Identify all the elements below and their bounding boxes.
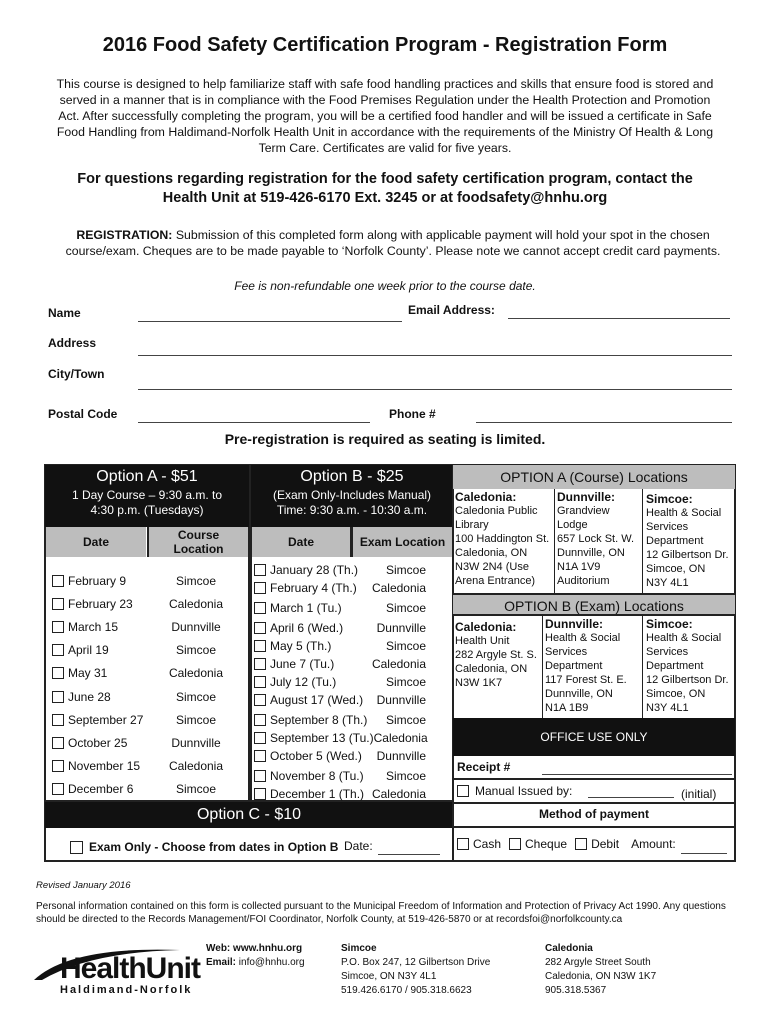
- location-line: N1A 1V9: [557, 561, 601, 573]
- cheque-checkbox[interactable]: [509, 838, 521, 850]
- option-b-date: April 6 (Wed.): [270, 621, 344, 635]
- option-b-date: February 4 (Th.): [270, 581, 357, 595]
- option-a-date-cell: [48, 736, 146, 750]
- loc-a-dunnville: [557, 490, 643, 588]
- loc-b-caledonia: [455, 620, 543, 690]
- city-field[interactable]: [138, 389, 732, 390]
- amount-label: Amount:: [631, 837, 676, 851]
- option-b-date-cell: [252, 657, 334, 671]
- option-b-checkbox[interactable]: [254, 602, 266, 614]
- manual-issued-label: Manual Issued by:: [475, 784, 573, 798]
- option-b-col-location: Exam Location: [353, 527, 452, 557]
- footer-caledonia-title: Caledonia: [545, 943, 593, 954]
- option-b-date-cell: [252, 731, 374, 745]
- option-b-date: November 8 (Tu.): [270, 769, 364, 783]
- option-a-col-location-2: Location: [173, 542, 224, 556]
- option-a-date: October 25: [68, 735, 128, 750]
- city-label: City/Town: [48, 367, 105, 381]
- option-a-checkbox[interactable]: [52, 783, 64, 795]
- option-a-row: [48, 731, 248, 754]
- option-a-col-location: [149, 527, 248, 557]
- health-unit-logo: [30, 940, 200, 1000]
- option-a-location: Caledonia: [168, 596, 224, 611]
- option-c-title: Option C - $10: [45, 802, 453, 828]
- loc-a-simcoe: [646, 492, 736, 590]
- option-a-date: September 27: [68, 712, 144, 727]
- option-a-date: February 23: [68, 596, 133, 611]
- footer-simcoe-title: Simcoe: [341, 943, 377, 954]
- registration-paragraph: [48, 227, 738, 259]
- option-b-date-cell: [252, 601, 342, 615]
- location-line: Department: [646, 535, 704, 547]
- location-line: Caledonia Public: [455, 505, 538, 517]
- option-a-location: Simcoe: [175, 782, 216, 797]
- location-line: N3W 2N4 (Use: [455, 561, 529, 573]
- option-a-checkbox[interactable]: [52, 598, 64, 610]
- option-a-date: May 31: [68, 666, 108, 681]
- postal-code-field[interactable]: [138, 422, 370, 423]
- option-a-date: March 15: [68, 619, 119, 634]
- logo-main-text: HealthUnit: [60, 952, 200, 985]
- option-b-desc-1: (Exam Only-Includes Manual): [272, 488, 432, 502]
- option-a-checkbox[interactable]: [52, 737, 64, 749]
- option-b-checkbox[interactable]: [254, 564, 266, 576]
- option-b-date-cell: [252, 787, 364, 801]
- location-line: 117 Forest St. E.: [545, 674, 627, 686]
- cheque-label: Cheque: [525, 837, 568, 851]
- location-line: Caledonia, ON: [455, 663, 528, 675]
- option-a-row: [48, 755, 248, 778]
- option-b-row: [252, 599, 452, 617]
- office-use-header: OFFICE USE ONLY: [453, 718, 735, 756]
- option-b-checkbox[interactable]: [254, 770, 266, 782]
- option-b-date-cell: [252, 639, 331, 653]
- location-town: Caledonia:: [455, 620, 517, 634]
- option-c-label: Exam Only - Choose from dates in Option B: [89, 840, 339, 854]
- option-a-date-cell: [48, 643, 146, 657]
- option-b-checkbox[interactable]: [254, 582, 266, 594]
- name-label: Name: [48, 306, 81, 320]
- option-b-row: [252, 691, 452, 709]
- option-b-date-cell: [252, 581, 357, 595]
- location-line: Arena Entrance): [455, 575, 536, 587]
- option-b-date-cell: [252, 693, 363, 707]
- phone-label: Phone #: [389, 407, 436, 421]
- location-line: Library: [455, 519, 489, 531]
- option-b-date: September 8 (Th.): [270, 713, 368, 727]
- option-b-location: Simcoe: [385, 769, 426, 783]
- option-a-date: November 15: [68, 759, 141, 774]
- loc-b-dunnville: [545, 617, 643, 715]
- option-b-location: Caledonia: [373, 731, 428, 745]
- phone-field[interactable]: [476, 422, 732, 423]
- email-field[interactable]: [508, 318, 730, 319]
- option-a-location: Simcoe: [175, 643, 216, 658]
- option-b-row: [252, 711, 452, 729]
- option-a-locations-title: OPTION A (Course) Locations: [453, 465, 735, 489]
- option-a-location: Dunnville: [171, 735, 221, 750]
- location-town: Dunnville:: [545, 617, 604, 631]
- location-line: N3Y 4L1: [646, 577, 689, 589]
- option-b-location: Simcoe: [385, 563, 426, 577]
- contact-line-1: For questions regarding registration for the food safety certification program, contact the: [77, 171, 693, 187]
- option-b-location: Caledonia: [371, 581, 426, 595]
- name-field[interactable]: [138, 321, 402, 322]
- option-a-checkbox[interactable]: [52, 575, 64, 587]
- footer-email-label: Email:: [206, 957, 237, 968]
- option-b-checkbox[interactable]: [254, 750, 266, 762]
- option-a-date-cell: [48, 759, 146, 773]
- location-line: N3W 1K7: [455, 677, 503, 689]
- option-b-header: [251, 465, 453, 527]
- option-b-row: [252, 673, 452, 691]
- footer-caledonia-line: 905.318.5367: [545, 985, 607, 996]
- location-line: Auditorium: [557, 575, 610, 587]
- option-c-date-label: Date:: [344, 839, 373, 853]
- location-line: Department: [545, 660, 603, 672]
- option-b-location: Simcoe: [385, 713, 426, 727]
- option-b-date: March 1 (Tu.): [270, 601, 342, 615]
- option-a-title: Option A - $51: [96, 468, 198, 485]
- footer-email: info@hnhu.org: [236, 957, 305, 968]
- option-b-location: Simcoe: [385, 601, 426, 615]
- option-b-row: [252, 561, 452, 579]
- footer-caledonia-line: Caledonia, ON N3W 1K7: [545, 971, 657, 982]
- office-divider-2: [453, 802, 735, 804]
- option-b-date-cell: [252, 769, 364, 783]
- option-a-date-cell: [48, 713, 146, 727]
- intro-paragraph: This course is designed to help familiarize staff with safe food handling practices and skills that ensure food is stored and served in a manner that is in compliance with the Food Premises Regulation under the Health Protection and Promotion Act. After successfully completing the program, you will be a certified food handler and will be issued a certificate in Safe Food Handling from Haldimand-Norfolk Health Unit in accordance with the requirements of the Ministry Of Health & Long Term Care. Certificates are valid for five years.: [56, 77, 714, 155]
- option-a-checkbox[interactable]: [52, 714, 64, 726]
- location-town: Caledonia:: [455, 490, 517, 504]
- location-line: Health & Social: [646, 632, 722, 644]
- option-c-checkbox[interactable]: [70, 841, 83, 854]
- registration-label: REGISTRATION:: [76, 228, 173, 242]
- option-a-location: Caledonia: [168, 666, 224, 681]
- option-b-locations-title: OPTION B (Exam) Locations: [453, 593, 735, 616]
- option-b-date: May 5 (Th.): [270, 639, 332, 653]
- option-b-row: [252, 637, 452, 655]
- option-b-checkbox[interactable]: [254, 676, 266, 688]
- location-line: N3Y 4L1: [646, 702, 689, 714]
- footer-web-contact: [206, 942, 305, 970]
- manual-issued-field[interactable]: [588, 797, 674, 798]
- option-b-checkbox[interactable]: [254, 788, 266, 800]
- location-line: Services: [646, 646, 689, 658]
- location-line: 282 Argyle St. S.: [455, 649, 537, 661]
- cash-label: Cash: [473, 837, 502, 851]
- location-line: 12 Gilbertson Dr.: [646, 549, 729, 561]
- option-b-divider: [350, 527, 353, 557]
- payment-options: [457, 837, 676, 851]
- location-line: 12 Gilbertson Dr.: [646, 674, 729, 686]
- location-line: 657 Lock St. W.: [557, 533, 635, 545]
- option-c-date-field[interactable]: [378, 854, 440, 855]
- location-line: Health Unit: [455, 635, 510, 647]
- option-a-desc-2: 4:30 p.m. (Tuesdays): [90, 503, 204, 517]
- email-label: Email Address:: [408, 303, 495, 317]
- option-a-row: [48, 685, 248, 708]
- option-a-location: Simcoe: [175, 712, 216, 727]
- option-b-location: Dunnville: [376, 693, 426, 707]
- option-b-date: June 7 (Tu.): [270, 657, 335, 671]
- option-b-location: Caledonia: [371, 657, 426, 671]
- option-a-desc-1: 1 Day Course – 9:30 a.m. to: [71, 488, 223, 502]
- option-a-row: [48, 615, 248, 638]
- receipt-label: Receipt #: [457, 760, 511, 774]
- option-a-date-cell: [48, 620, 146, 634]
- receipt-field[interactable]: [542, 774, 732, 775]
- location-town: Simcoe:: [646, 492, 693, 506]
- option-a-col-date: Date: [46, 527, 146, 557]
- option-b-date: January 28 (Th.): [270, 563, 359, 577]
- contact-info: [40, 170, 730, 208]
- amount-field[interactable]: [681, 853, 727, 854]
- option-b-location: Caledonia: [371, 787, 426, 801]
- location-line: Services: [545, 646, 588, 658]
- option-a-checkbox[interactable]: [52, 667, 64, 679]
- loc-b-simcoe: [646, 617, 736, 715]
- option-b-row: [252, 767, 452, 785]
- option-b-date-cell: [252, 713, 367, 727]
- option-b-date-cell: [252, 749, 362, 763]
- page-title: 2016 Food Safety Certification Program - Registration Form: [102, 34, 668, 56]
- option-b-row: [252, 579, 452, 597]
- footer-web: Web: www.hnhu.org: [206, 943, 303, 954]
- option-b-checkbox[interactable]: [254, 732, 266, 744]
- address-label: Address: [48, 336, 97, 350]
- location-line: Services: [646, 521, 689, 533]
- option-b-location: Dunnville: [376, 621, 426, 635]
- option-b-row: [252, 655, 452, 673]
- location-line: Department: [646, 660, 704, 672]
- option-a-location: Simcoe: [175, 573, 216, 588]
- option-b-date: October 5 (Wed.): [270, 749, 362, 763]
- option-a-location: Simcoe: [175, 689, 216, 704]
- footer-simcoe-line: Simcoe, ON N3Y 4L1: [341, 971, 437, 982]
- registration-text: Submission of this completed form along with applicable payment will hold your spot in the chosen course/exam. Cheques are to be made payable to ‘Norfolk County’. Please note we cannot accept credit card payments.: [65, 228, 721, 258]
- option-b-date: September 13 (Tu.): [270, 731, 374, 745]
- option-b-checkbox[interactable]: [254, 658, 266, 670]
- option-a-location: Caledonia: [168, 759, 224, 774]
- option-b-location: Simcoe: [385, 639, 426, 653]
- address-field[interactable]: [138, 355, 732, 356]
- office-divider-1: [453, 778, 735, 780]
- option-a-row: [48, 662, 248, 685]
- option-a-date-cell: [48, 782, 146, 796]
- option-b-row: [252, 747, 452, 765]
- option-b-date-cell: [252, 675, 336, 689]
- location-town: Dunnville:: [557, 490, 616, 504]
- option-b-location: Dunnville: [376, 749, 426, 763]
- option-b-checkbox[interactable]: [254, 694, 266, 706]
- option-a-checkbox[interactable]: [52, 691, 64, 703]
- privacy-notice: Personal information contained on this form is collected pursuant to the Municipal Freedom of Information and Protection of Privacy Act 1990. Any questions should be directed to the Records Management/FOI Coordinator, Norfolk County, at 519-426-5870 or at recordsfoi@norfolkcounty.ca: [36, 901, 726, 925]
- option-b-date-cell: [252, 621, 343, 635]
- option-a-col-location-1: Course: [177, 528, 220, 542]
- location-line: N1A 1B9: [545, 702, 589, 714]
- footer-caledonia-line: 282 Argyle Street South: [545, 957, 651, 968]
- option-b-checkbox[interactable]: [254, 714, 266, 726]
- location-line: Dunnville, ON: [557, 547, 625, 559]
- option-b-date: August 17 (Wed.): [270, 693, 364, 707]
- option-a-row: [48, 639, 248, 662]
- option-a-date: February 9: [68, 573, 127, 588]
- location-line: Simcoe, ON: [646, 688, 706, 700]
- option-a-date: December 6: [68, 782, 134, 797]
- option-a-checkbox[interactable]: [52, 644, 64, 656]
- debit-label: Debit: [591, 837, 620, 851]
- option-a-date: April 19: [68, 643, 109, 658]
- option-a-date: June 28: [68, 689, 111, 704]
- option-b-date: December 1 (Th.): [270, 787, 365, 801]
- footer-simcoe-line: 519.426.6170 / 905.318.6623: [341, 985, 472, 996]
- manual-row: [457, 784, 572, 798]
- method-of-payment-label: Method of payment: [539, 807, 649, 821]
- option-a-row: [48, 569, 248, 592]
- option-a-row: [48, 592, 248, 615]
- option-b-row: [252, 619, 452, 637]
- option-a-checkbox[interactable]: [52, 621, 64, 633]
- option-b-location: Simcoe: [385, 675, 426, 689]
- option-a-divider: [147, 527, 149, 557]
- option-b-checkbox[interactable]: [254, 640, 266, 652]
- location-town: Simcoe:: [646, 617, 693, 631]
- option-b-date-cell: [252, 563, 358, 577]
- footer-simcoe-line: P.O. Box 247, 12 Gilbertson Drive: [341, 957, 491, 968]
- option-a-date-cell: [48, 666, 146, 680]
- option-b-date: July 12 (Tu.): [270, 675, 337, 689]
- option-a-row: [48, 708, 248, 731]
- option-a-header: [45, 465, 249, 527]
- location-line: Simcoe, ON: [646, 563, 706, 575]
- loc-a-caledonia: [455, 490, 555, 588]
- revised-date: Revised January 2016: [36, 880, 131, 891]
- location-line: Dunnville, ON: [545, 688, 613, 700]
- option-b-row: [252, 729, 452, 747]
- initial-label: (initial): [681, 787, 717, 801]
- postal-code-label: Postal Code: [48, 407, 118, 421]
- location-line: Health & Social: [646, 507, 722, 519]
- option-a-date-cell: [48, 574, 146, 588]
- footer-simcoe: [341, 942, 490, 998]
- option-b-desc-2: Time: 9:30 a.m. - 10:30 a.m.: [276, 503, 428, 517]
- debit-checkbox[interactable]: [575, 838, 587, 850]
- footer-email-row: [206, 956, 305, 970]
- pre-registration-note: Pre-registration is required as seating is limited.: [224, 431, 546, 447]
- option-a-date-cell: [48, 597, 146, 611]
- fee-note: Fee is non-refundable one week prior to the course date.: [234, 279, 536, 293]
- location-line: Health & Social: [545, 632, 621, 644]
- office-divider-3: [453, 826, 735, 828]
- option-b-title: Option B - $25: [300, 468, 404, 485]
- option-c-row: [70, 840, 338, 854]
- option-a-location: Dunnville: [171, 619, 221, 634]
- location-line: Caledonia, ON: [455, 547, 528, 559]
- manual-issued-checkbox[interactable]: [457, 785, 469, 797]
- footer-caledonia: [545, 942, 656, 998]
- option-a-date-cell: [48, 690, 146, 704]
- location-line: Grandview: [557, 505, 610, 517]
- contact-line-2: Health Unit at 519-426-6170 Ext. 3245 or at foodsafety@hnhu.org: [162, 190, 608, 206]
- option-a-checkbox[interactable]: [52, 760, 64, 772]
- logo-sub-text: Haldimand-Norfolk: [60, 984, 193, 996]
- cash-checkbox[interactable]: [457, 838, 469, 850]
- option-a-row: [48, 778, 248, 801]
- option-b-checkbox[interactable]: [254, 622, 266, 634]
- option-b-col-date: Date: [252, 527, 350, 557]
- location-line: 100 Haddington St.: [455, 533, 550, 545]
- location-line: Lodge: [557, 519, 588, 531]
